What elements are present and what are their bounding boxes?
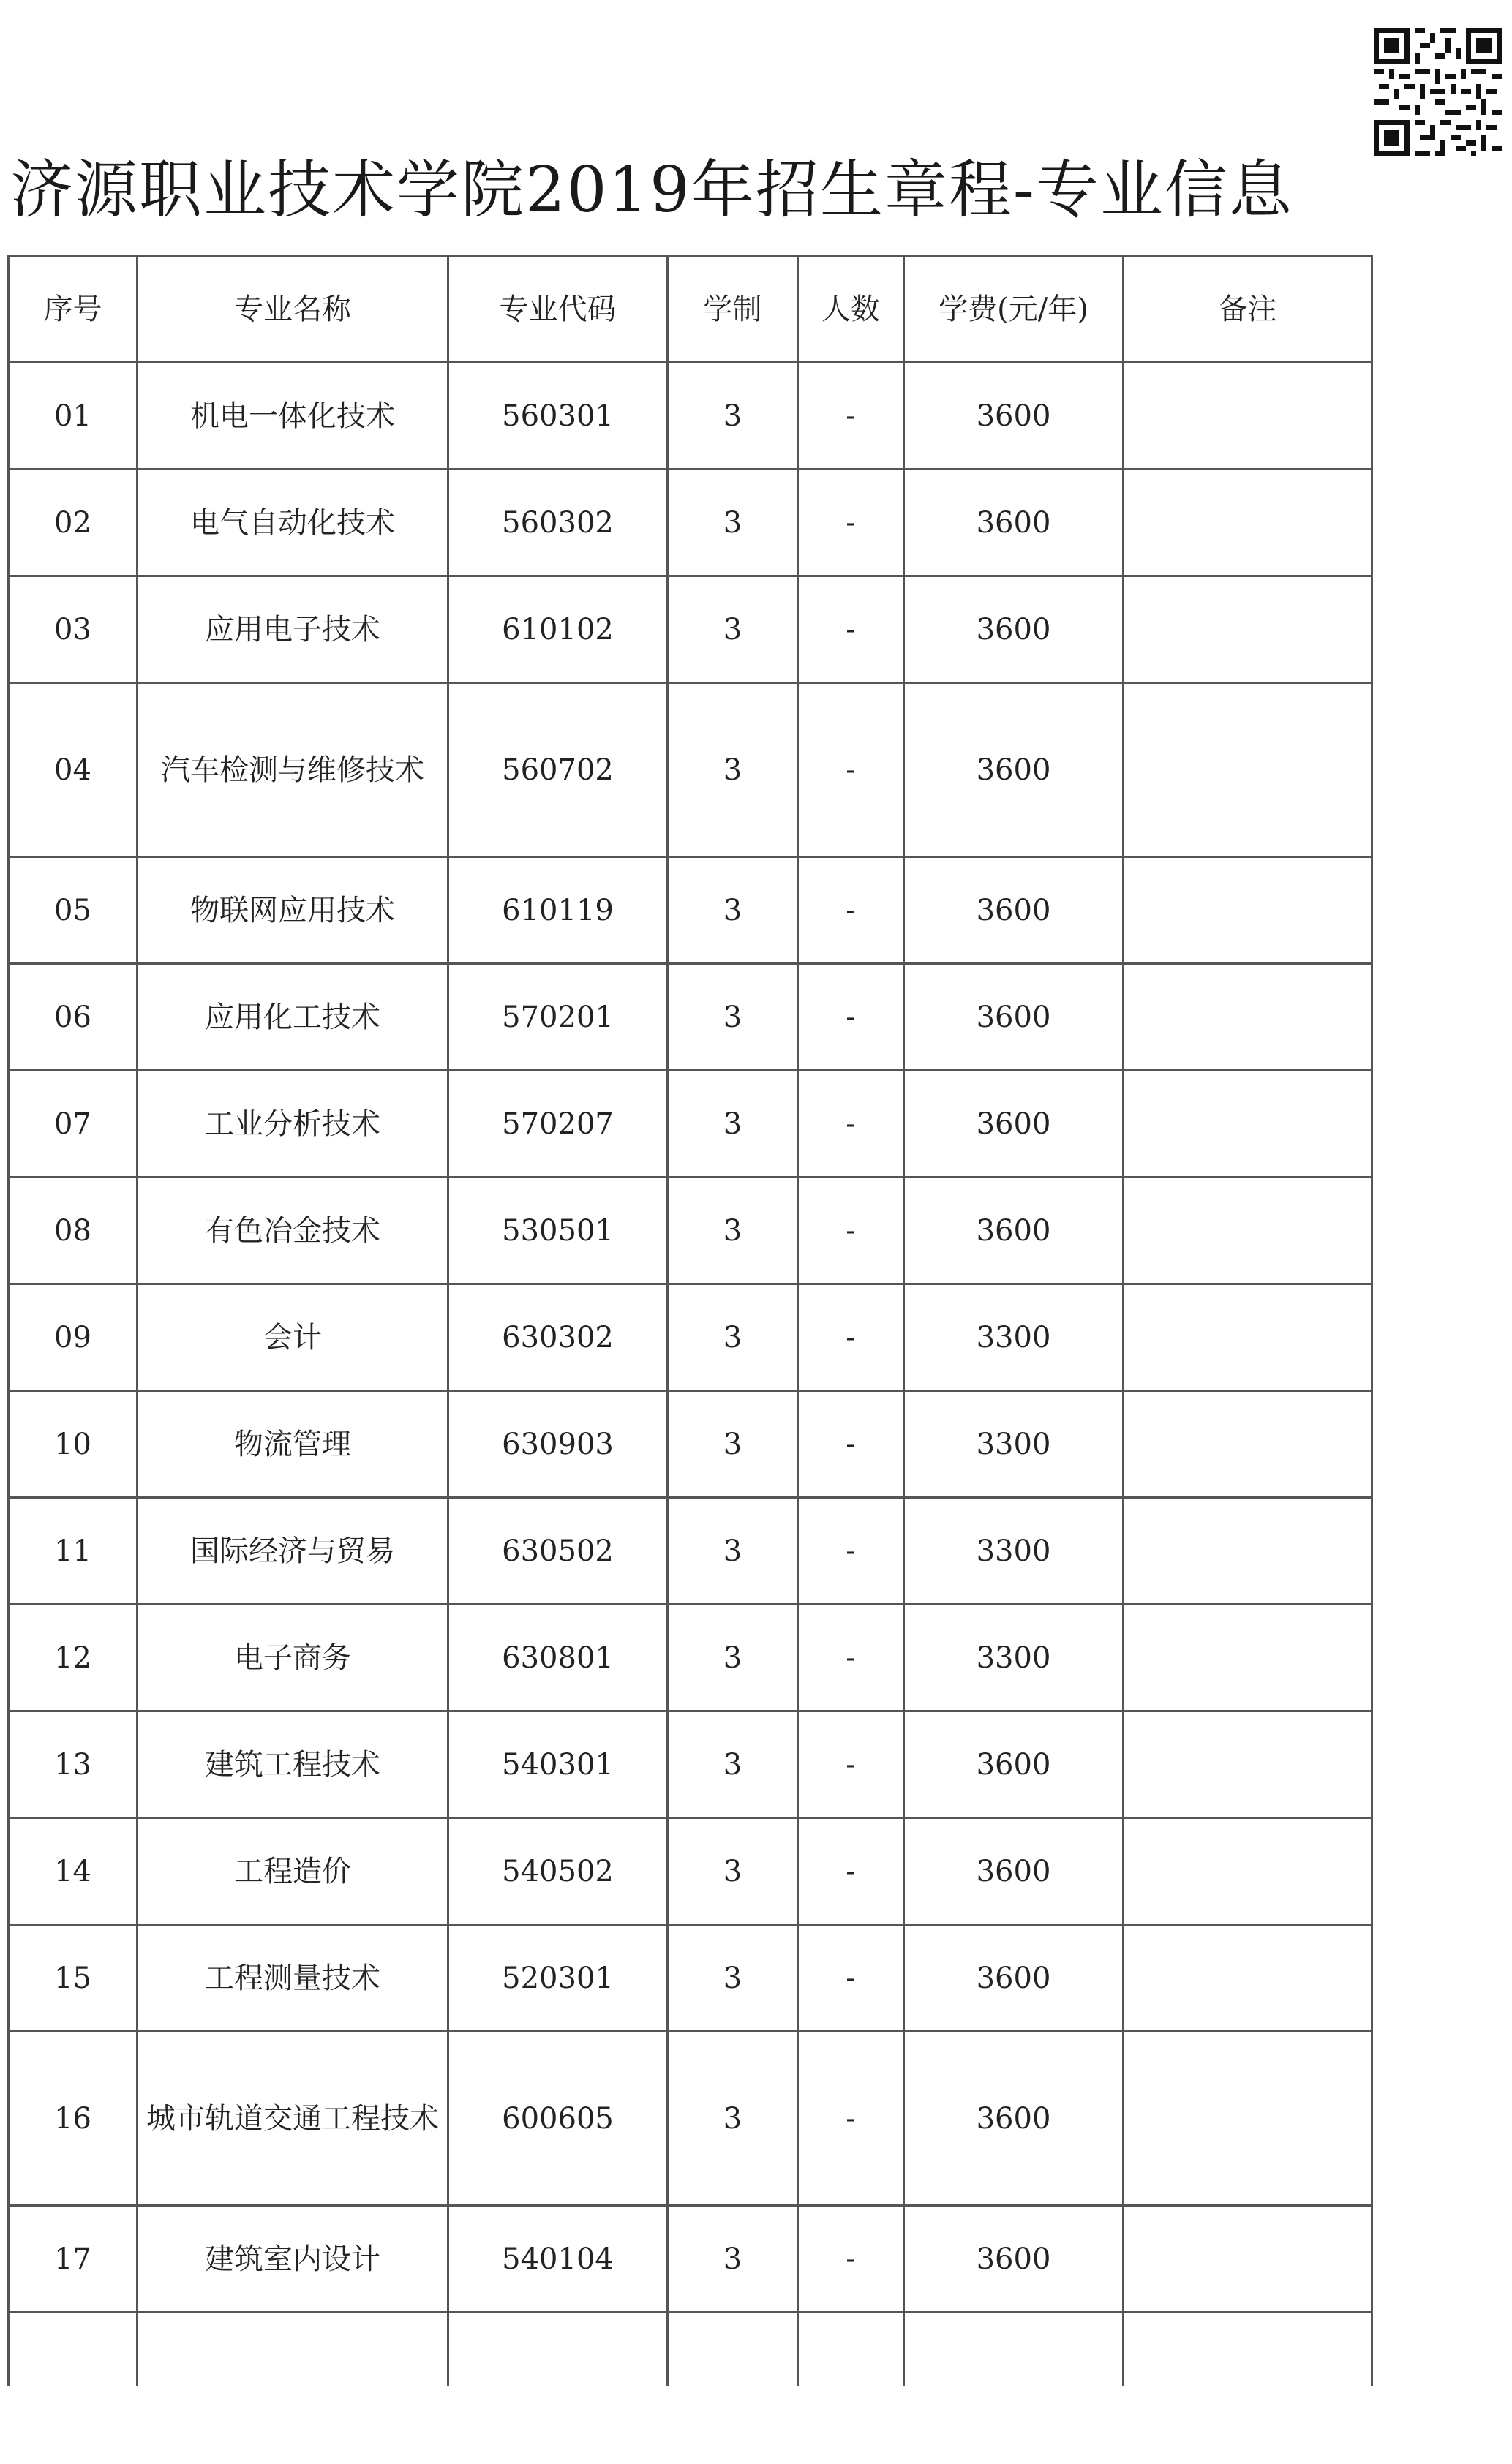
cell-years: 3: [668, 1284, 798, 1391]
cell-no: 10: [9, 1391, 138, 1498]
cell-fee: 3300: [904, 1605, 1124, 1711]
cell-name: 应用化工技术: [138, 964, 448, 1071]
cell-fee: 3300: [904, 1284, 1124, 1391]
cell-fee: 3600: [904, 576, 1124, 683]
cell-note: [1124, 1605, 1372, 1711]
header-note: 备注: [1124, 256, 1372, 363]
cell-count: -: [798, 1498, 904, 1605]
cell-code: 560301: [448, 363, 668, 470]
page-title: 济源职业技术学院2019年招生章程-专业信息: [10, 154, 1293, 227]
cell-fee: 3600: [904, 857, 1124, 964]
cell-code: 560702: [448, 683, 668, 857]
table-row: [9, 1498, 1372, 1605]
cell-note: [1124, 1391, 1372, 1498]
cell-no: 11: [9, 1498, 138, 1605]
cell-fee: 3600: [904, 2206, 1124, 2313]
cell-name: 工程测量技术: [138, 1925, 448, 2032]
cell-count: -: [798, 1071, 904, 1178]
cell-name: 工业分析技术: [138, 1071, 448, 1178]
cell-name: 电子商务: [138, 1605, 448, 1711]
cell-code: 630903: [448, 1391, 668, 1498]
cell-no: 16: [9, 2032, 138, 2206]
table-row: [9, 2032, 1372, 2206]
cell-name: 城市轨道交通工程技术: [138, 2032, 448, 2206]
table-row: [9, 363, 1372, 470]
table-row: [9, 1284, 1372, 1391]
cell-empty: [138, 2313, 448, 2387]
cell-fee: 3600: [904, 363, 1124, 470]
cell-name: 物流管理: [138, 1391, 448, 1498]
cell-no: 15: [9, 1925, 138, 2032]
cell-code: 540502: [448, 1818, 668, 1925]
cell-note: [1124, 576, 1372, 683]
cell-count: -: [798, 683, 904, 857]
cell-count: -: [798, 1711, 904, 1818]
cell-count: -: [798, 1818, 904, 1925]
cell-code: 630502: [448, 1498, 668, 1605]
qr-code: [1374, 28, 1502, 156]
cell-name: 有色冶金技术: [138, 1178, 448, 1284]
cell-name: 物联网应用技术: [138, 857, 448, 964]
table-row-empty: [9, 2313, 1372, 2387]
cell-count: -: [798, 1178, 904, 1284]
cell-note: [1124, 1178, 1372, 1284]
table-row: [9, 2206, 1372, 2313]
cell-no: 06: [9, 964, 138, 1071]
cell-no: 02: [9, 470, 138, 576]
cell-note: [1124, 1925, 1372, 2032]
cell-count: -: [798, 1284, 904, 1391]
cell-empty: [904, 2313, 1124, 2387]
cell-note: [1124, 1818, 1372, 1925]
cell-years: 3: [668, 1605, 798, 1711]
cell-name: 电气自动化技术: [138, 470, 448, 576]
table-row: [9, 857, 1372, 964]
cell-name: 工程造价: [138, 1818, 448, 1925]
cell-fee: 3600: [904, 1178, 1124, 1284]
cell-count: -: [798, 1391, 904, 1498]
cell-count: -: [798, 2032, 904, 2206]
table-row: [9, 1818, 1372, 1925]
cell-code: 610102: [448, 576, 668, 683]
cell-name: 建筑室内设计: [138, 2206, 448, 2313]
cell-fee: 3600: [904, 470, 1124, 576]
cell-note: [1124, 363, 1372, 470]
table-row: [9, 1178, 1372, 1284]
cell-code: 600605: [448, 2032, 668, 2206]
cell-years: 3: [668, 470, 798, 576]
cell-years: 3: [668, 683, 798, 857]
cell-name: 会计: [138, 1284, 448, 1391]
cell-no: 01: [9, 363, 138, 470]
cell-note: [1124, 2206, 1372, 2313]
header-count: 人数: [798, 256, 904, 363]
cell-years: 3: [668, 1178, 798, 1284]
cell-fee: 3600: [904, 1711, 1124, 1818]
cell-years: 3: [668, 2032, 798, 2206]
cell-count: -: [798, 470, 904, 576]
cell-name: 建筑工程技术: [138, 1711, 448, 1818]
cell-count: -: [798, 1605, 904, 1711]
table-header-row: [9, 256, 1372, 363]
table-row: [9, 470, 1372, 576]
cell-no: 12: [9, 1605, 138, 1711]
cell-empty: [9, 2313, 138, 2387]
cell-note: [1124, 2032, 1372, 2206]
cell-years: 3: [668, 2206, 798, 2313]
table-row: [9, 683, 1372, 857]
cell-count: -: [798, 576, 904, 683]
cell-count: -: [798, 2206, 904, 2313]
header-years: 学制: [668, 256, 798, 363]
cell-name: 汽车检测与维修技术: [138, 683, 448, 857]
cell-name: 国际经济与贸易: [138, 1498, 448, 1605]
header-fee: 学费(元/年): [904, 256, 1124, 363]
cell-code: 570201: [448, 964, 668, 1071]
cell-empty: [1124, 2313, 1372, 2387]
cell-note: [1124, 1284, 1372, 1391]
cell-fee: 3600: [904, 1925, 1124, 2032]
cell-fee: 3600: [904, 1071, 1124, 1178]
cell-no: 13: [9, 1711, 138, 1818]
cell-name: 机电一体化技术: [138, 363, 448, 470]
cell-note: [1124, 964, 1372, 1071]
cell-empty: [668, 2313, 798, 2387]
header-no: 序号: [9, 256, 138, 363]
cell-code: 530501: [448, 1178, 668, 1284]
major-info-table: [7, 255, 1373, 2386]
cell-note: [1124, 470, 1372, 576]
header-code: 专业代码: [448, 256, 668, 363]
cell-years: 3: [668, 576, 798, 683]
cell-note: [1124, 683, 1372, 857]
cell-code: 630302: [448, 1284, 668, 1391]
cell-no: 09: [9, 1284, 138, 1391]
cell-fee: 3600: [904, 2032, 1124, 2206]
cell-note: [1124, 1711, 1372, 1818]
cell-count: -: [798, 1925, 904, 2032]
table-row: [9, 1605, 1372, 1711]
cell-code: 610119: [448, 857, 668, 964]
cell-code: 540301: [448, 1711, 668, 1818]
cell-note: [1124, 1071, 1372, 1178]
cell-code: 520301: [448, 1925, 668, 2032]
cell-years: 3: [668, 1391, 798, 1498]
cell-code: 540104: [448, 2206, 668, 2313]
cell-no: 04: [9, 683, 138, 857]
cell-fee: 3600: [904, 1818, 1124, 1925]
cell-count: -: [798, 857, 904, 964]
cell-count: -: [798, 964, 904, 1071]
cell-years: 3: [668, 1071, 798, 1178]
cell-code: 570207: [448, 1071, 668, 1178]
cell-empty: [798, 2313, 904, 2387]
cell-years: 3: [668, 1925, 798, 2032]
table-row: [9, 1925, 1372, 2032]
cell-count: -: [798, 363, 904, 470]
cell-note: [1124, 1498, 1372, 1605]
cell-fee: 3600: [904, 964, 1124, 1071]
cell-no: 05: [9, 857, 138, 964]
cell-code: 560302: [448, 470, 668, 576]
cell-empty: [448, 2313, 668, 2387]
cell-no: 03: [9, 576, 138, 683]
cell-years: 3: [668, 857, 798, 964]
header-name: 专业名称: [138, 256, 448, 363]
cell-years: 3: [668, 363, 798, 470]
table-row: [9, 1071, 1372, 1178]
cell-note: [1124, 857, 1372, 964]
cell-years: 3: [668, 1498, 798, 1605]
cell-fee: 3600: [904, 683, 1124, 857]
cell-years: 3: [668, 1818, 798, 1925]
cell-years: 3: [668, 964, 798, 1071]
cell-no: 17: [9, 2206, 138, 2313]
cell-name: 应用电子技术: [138, 576, 448, 683]
cell-years: 3: [668, 1711, 798, 1818]
table-row: [9, 1391, 1372, 1498]
cell-no: 14: [9, 1818, 138, 1925]
cell-fee: 3300: [904, 1391, 1124, 1498]
table-row: [9, 964, 1372, 1071]
table-row: [9, 576, 1372, 683]
table-row: [9, 1711, 1372, 1818]
cell-no: 08: [9, 1178, 138, 1284]
cell-no: 07: [9, 1071, 138, 1178]
cell-code: 630801: [448, 1605, 668, 1711]
cell-fee: 3300: [904, 1498, 1124, 1605]
